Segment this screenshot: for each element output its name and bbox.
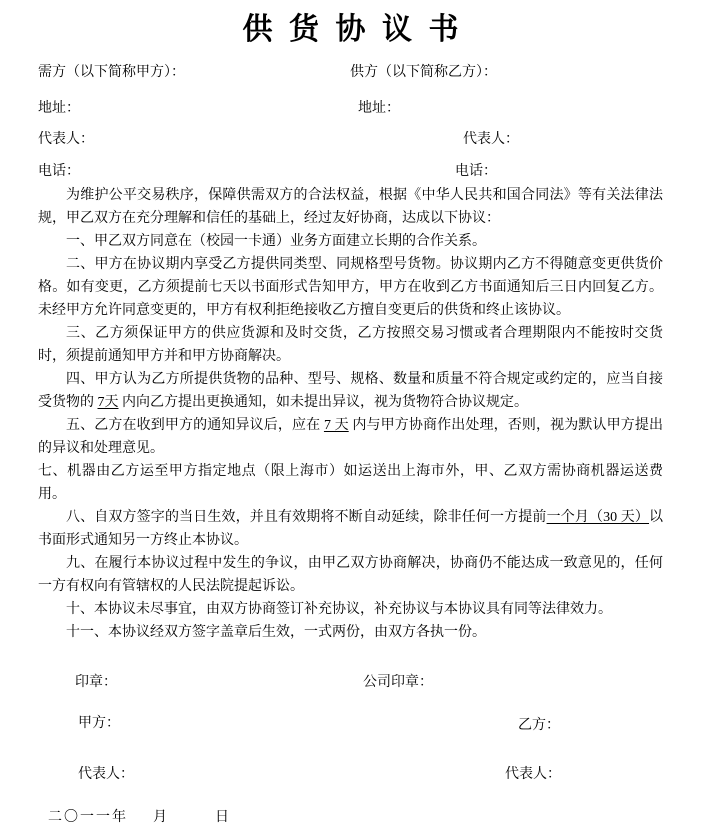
demander-address-label: 地址： bbox=[38, 101, 80, 116]
clause-paragraph: 十、本协议未尽事宜，由双方协商签订补充协议，补充协议与本协议具有同等法律效力。 bbox=[66, 602, 612, 617]
clause-paragraph: 十一、本协议经双方签字盖章后生效，一式两份，由双方各执一份。 bbox=[66, 625, 486, 640]
date-day: 日 bbox=[215, 810, 229, 825]
seal-label: 印章： bbox=[75, 675, 117, 690]
clause-paragraph: 七、机器由乙方运至甲方指定地点（限上海市）如运送出上海市外，甲、乙双方需协商机器运送费用。 bbox=[38, 464, 663, 502]
supplier-label: 供方（以下简称乙方）： bbox=[350, 65, 497, 80]
party-a-label: 甲方： bbox=[78, 716, 120, 731]
company-seal-label: 公司印章： bbox=[363, 675, 433, 690]
supplier-phone-label: 电话： bbox=[455, 164, 497, 179]
clause-paragraph: 一、甲乙双方同意在（校园一卡通）业务方面建立长期的合作关系。 bbox=[66, 234, 486, 249]
demander-representative-label: 代表人： bbox=[38, 132, 94, 147]
agreement-clauses bbox=[38, 184, 663, 644]
date-month: 月 bbox=[153, 810, 167, 825]
demander-label: 需方（以下简称甲方）： bbox=[38, 65, 185, 80]
clause-paragraph: 八、自双方签字的当日生效，并且有效期将不断自动延续，除非任何一方提前一个月（30 天）以书面形式通知另一方终止本协议。 bbox=[38, 510, 664, 548]
supplier-representative-label: 代表人： bbox=[463, 132, 519, 147]
supplier-address-label: 地址： bbox=[358, 101, 400, 116]
rep-a-label: 代表人： bbox=[78, 767, 134, 782]
clause-paragraph: 四、甲方认为乙方所提供货物的品种、型号、规格、数量和质量不符合规定或约定的，应当自接受货物的 7天 内向乙方提出更换通知，如未提出异议，视为货物符合协议规定。 bbox=[38, 372, 663, 410]
clause-paragraph: 为维护公平交易秩序，保障供需双方的合法权益，根据《中华人民共和国合同法》等有关法律法规，甲乙双方在充分理解和信任的基础上，经过友好协商，达成以下协议： bbox=[38, 188, 663, 226]
demander-phone-label: 电话： bbox=[38, 164, 80, 179]
clause-paragraph: 三、乙方须保证甲方的供应货源和及时交货，乙方按照交易习惯或者合理期限内不能按时交货时，须提前通知甲方并和甲方协商解决。 bbox=[38, 326, 663, 364]
rep-b-label: 代表人： bbox=[505, 767, 561, 782]
document-title: 供货协议书 bbox=[242, 13, 475, 46]
clause-paragraph: 五、乙方在收到甲方的通知异议后，应在 7 天 内与甲方协商作出处理，否则，视为默认甲方提出的异议和处理意见。 bbox=[38, 418, 664, 456]
party-b-label: 乙方： bbox=[518, 718, 560, 733]
clause-paragraph: 九、在履行本协议过程中发生的争议，由甲乙双方协商解决，协商仍不能达成一致意见的，任何一方有权向有管辖权的人民法院提起诉讼。 bbox=[38, 556, 663, 594]
date-year: 二〇一一年 bbox=[48, 810, 128, 825]
clause-paragraph: 二、甲方在协议期内享受乙方提供同类型、同规格型号货物。协议期内乙方不得随意变更供货价格。如有变更，乙方须提前七天以书面形式告知甲方，甲方在收到乙方书面通知后三日内回复乙方。未经甲方允许同意变更的，甲方有权利拒绝接收乙方擅自变更后的供货和终止该协议。 bbox=[38, 257, 663, 318]
